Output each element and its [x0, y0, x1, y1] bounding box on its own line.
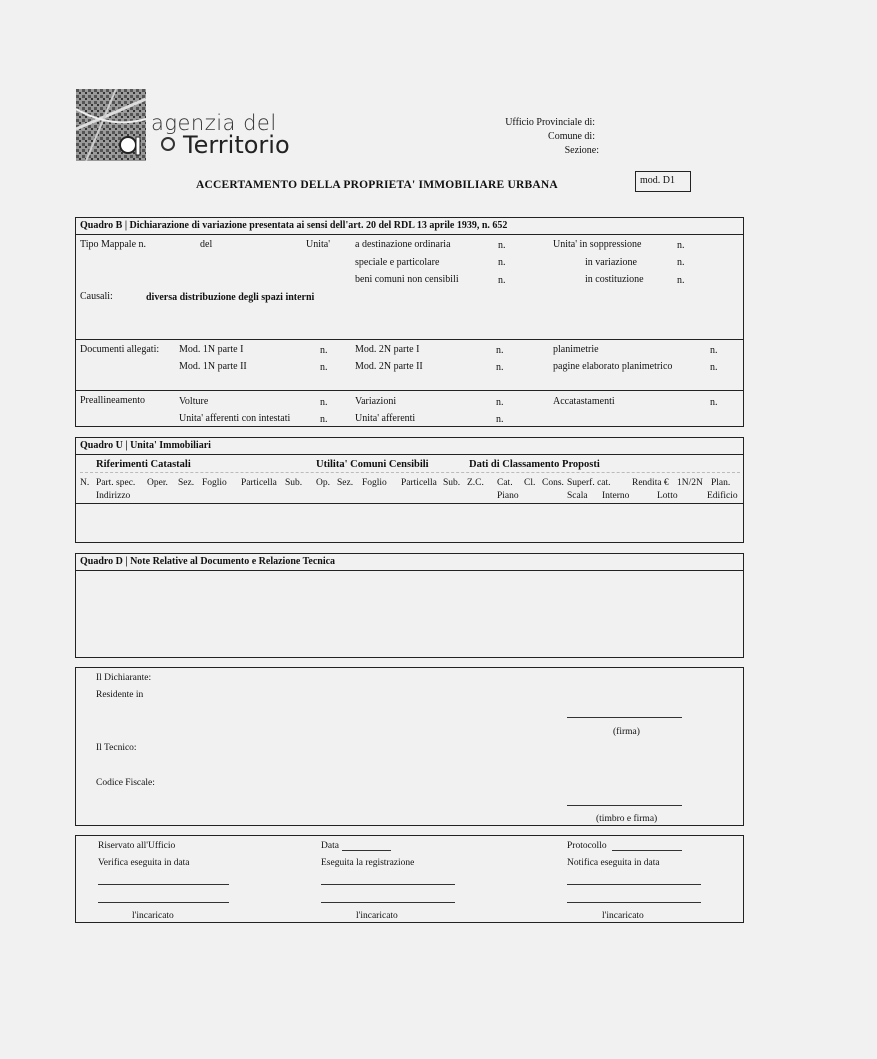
n-label: n. — [496, 362, 504, 373]
column-header-rendita: Rendita € — [632, 478, 669, 488]
n-label: n. — [498, 275, 506, 286]
unita-label: Unita' — [306, 239, 331, 250]
riservato-label: Riservato all'Ufficio — [98, 841, 176, 851]
column-header-foglio: Foglio — [202, 478, 227, 488]
model-label: mod. D1 — [640, 175, 675, 186]
unita-afferenti-intestati-label: Unita' afferenti con intestati — [179, 413, 291, 424]
logo-text-line2: Territorio — [183, 131, 290, 159]
codice-fiscale-label: Codice Fiscale: — [96, 778, 155, 788]
causali-label: Causali: — [80, 291, 113, 302]
variazioni-label: Variazioni — [355, 396, 397, 407]
column-header-1n2n: 1N/2N — [677, 478, 703, 488]
n-label: n. — [320, 414, 328, 425]
n-label: n. — [677, 275, 685, 286]
office-label: Ufficio Provinciale di: — [505, 117, 595, 128]
n-label: n. — [677, 240, 685, 251]
column-header-lotto: Lotto — [657, 491, 678, 501]
n-label: n. — [496, 414, 504, 425]
logo-text-line1: agenzia del — [151, 111, 277, 135]
column-header-zc: Z.C. — [467, 478, 484, 488]
sezione-label: Sezione: — [564, 145, 599, 156]
mod-1n-ii-label: Mod. 1N parte II — [179, 361, 247, 372]
column-header-scala: Scala — [567, 491, 588, 501]
data-label: Data — [321, 841, 339, 851]
column-header-edificio: Edificio — [707, 491, 738, 501]
riferimenti-catastali-heading: Riferimenti Catastali — [96, 459, 191, 470]
comune-label: Comune di: — [548, 131, 595, 142]
data-line — [342, 850, 391, 851]
timbro-line — [567, 805, 682, 806]
verifica-line-1 — [98, 884, 229, 885]
in-costituzione-label: in costituzione — [585, 274, 644, 285]
firma-label: (firma) — [613, 727, 640, 737]
column-header-part-spec: Part. spec. — [96, 478, 136, 488]
column-header-particella2: Particella — [401, 478, 437, 488]
column-header-superf: Superf. cat. — [567, 478, 611, 488]
quadro-u-section — [75, 437, 744, 543]
column-header-op: Op. — [316, 478, 330, 488]
mod-1n-i-label: Mod. 1N parte I — [179, 344, 244, 355]
column-header-foglio2: Foglio — [362, 478, 387, 488]
volture-label: Volture — [179, 396, 209, 407]
unita-soppressione-label: Unita' in soppressione — [553, 239, 642, 250]
n-label: n. — [710, 362, 718, 373]
firma-line — [567, 717, 682, 718]
incaricato-label: l'incaricato — [602, 911, 644, 921]
quadro-b-title: Quadro B | Dichiarazione di variazione presentata ai sensi dell'art. 20 del RDL 13 aprile 1939, n. 652 — [80, 220, 508, 231]
residente-label: Residente in — [96, 690, 144, 700]
documenti-allegati-label: Documenti allegati: — [80, 344, 160, 355]
protocollo-label: Protocollo — [567, 841, 607, 851]
office-reserved-section — [75, 835, 744, 923]
n-label: n. — [677, 257, 685, 268]
n-label: n. — [320, 362, 328, 373]
n-label: n. — [320, 345, 328, 356]
n-label: n. — [496, 397, 504, 408]
column-header-sub: Sub. — [285, 478, 303, 488]
column-header-indirizzo: Indirizzo — [96, 491, 131, 501]
incaricato-label: l'incaricato — [132, 911, 174, 921]
logo-mark-icon — [161, 137, 175, 151]
n-label: n. — [710, 345, 718, 356]
column-header-sub2: Sub. — [443, 478, 461, 488]
document-title: ACCERTAMENTO DELLA PROPRIETA' IMMOBILIARE URBANA — [196, 179, 558, 191]
protocollo-line — [612, 850, 682, 851]
column-header-sez: Sez. — [178, 478, 195, 488]
quadro-d-section — [75, 553, 744, 658]
incaricato-label: l'incaricato — [356, 911, 398, 921]
column-header-particella: Particella — [241, 478, 277, 488]
del-label: del — [200, 239, 213, 250]
n-label: n. — [496, 345, 504, 356]
mod-2n-ii-label: Mod. 2N parte II — [355, 361, 423, 372]
column-header-interno: Interno — [602, 491, 630, 501]
column-header-oper: Oper. — [147, 478, 168, 488]
verifica-line-2 — [98, 902, 229, 903]
notifica-line-2 — [567, 902, 701, 903]
signature-section — [75, 667, 744, 826]
causali-value: diversa distribuzione degli spazi interni — [146, 292, 315, 303]
column-header-cat: Cat. — [497, 478, 513, 488]
mod-2n-i-label: Mod. 2N parte I — [355, 344, 420, 355]
column-header-sez2: Sez. — [337, 478, 354, 488]
planimetrie-label: planimetrie — [553, 344, 599, 355]
dati-classamento-heading: Dati di Classamento Proposti — [469, 459, 600, 470]
verifica-label: Verifica eseguita in data — [98, 858, 190, 868]
n-label: n. — [710, 397, 718, 408]
tipo-mappale-label: Tipo Mappale n. — [80, 239, 147, 250]
quadro-u-title: Quadro U | Unita' Immobiliari — [80, 440, 211, 451]
beni-comuni-label: beni comuni non censibili — [355, 274, 459, 285]
notifica-line-1 — [567, 884, 701, 885]
speciale-label: speciale e particolare — [355, 257, 440, 268]
column-header-plan: Plan. — [711, 478, 731, 488]
destinazione-ordinaria-label: a destinazione ordinaria — [355, 239, 451, 250]
in-variazione-label: in variazione — [585, 257, 637, 268]
dichiarante-label: Il Dichiarante: — [96, 673, 152, 683]
eseguita-registrazione-label: Eseguita la registrazione — [321, 858, 415, 868]
n-label: n. — [498, 257, 506, 268]
column-header-cons: Cons. — [542, 478, 564, 488]
registrazione-line-2 — [321, 902, 455, 903]
registrazione-line-1 — [321, 884, 455, 885]
utilita-comuni-heading: Utilita' Comuni Censibili — [316, 459, 429, 470]
n-label: n. — [320, 397, 328, 408]
tecnico-label: Il Tecnico: — [96, 743, 137, 753]
accatastamenti-label: Accatastamenti — [553, 396, 615, 407]
column-header-piano: Piano — [497, 491, 519, 501]
column-header-cl: Cl. — [524, 478, 536, 488]
quadro-d-title: Quadro D | Note Relative al Documento e Relazione Tecnica — [80, 556, 336, 567]
unita-afferenti-label: Unita' afferenti — [355, 413, 416, 424]
notifica-label: Notifica eseguita in data — [567, 858, 660, 868]
model-box — [635, 171, 691, 192]
agency-logo-image — [76, 89, 146, 161]
preallineamento-label: Preallineamento — [80, 395, 145, 406]
column-header-n: N. — [80, 478, 90, 488]
pagine-elaborato-label: pagine elaborato planimetrico — [553, 361, 673, 372]
n-label: n. — [498, 240, 506, 251]
timbro-label: (timbro e firma) — [596, 814, 658, 824]
